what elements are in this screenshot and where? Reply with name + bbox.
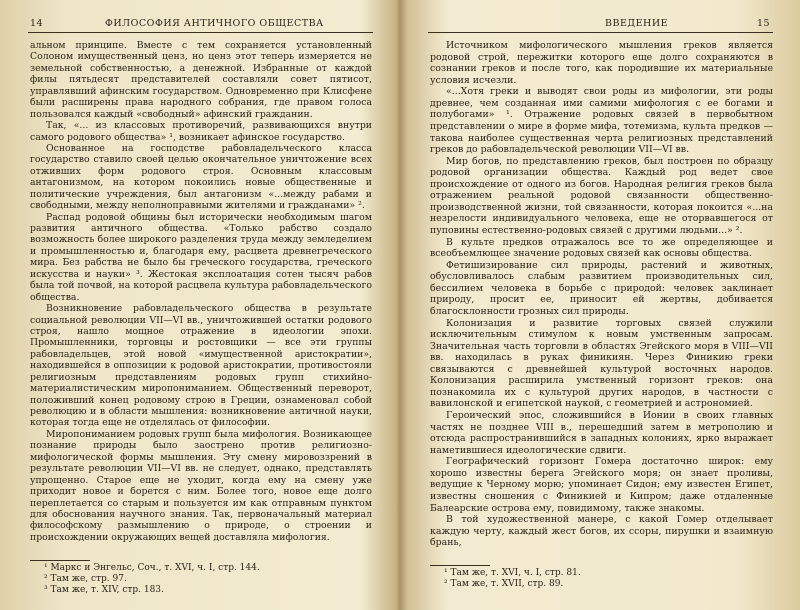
footnote: ¹ Маркс и Энгельс, Соч., т. XVI, ч. I, стр. 144. bbox=[44, 563, 260, 573]
footnote: ² Там же, стр. 97. bbox=[44, 574, 127, 584]
page-text bbox=[30, 40, 372, 543]
footnote-rule bbox=[430, 565, 490, 566]
paragraph: альном принципе. Вместе с тем сохраняется установленный Солоном имущественный ценз, но ценз этот теперь измеряется не земельной собственностью, а денежной. Избранные от каждой филы пятьдесят представителей составляли совет пятисот, управлявший афинским государством. Одновременно при Клисфене были расширены права народного собрания, где правом голоса пользовался каждый «свободный» афинский гражданин. bbox=[30, 40, 372, 120]
page-number: 15 bbox=[757, 18, 771, 29]
running-head: ФИЛОСОФИЯ АНТИЧНОГО ОБЩЕСТВА bbox=[105, 18, 324, 29]
paragraph: «...Хотя греки и выводят свои роды из мифологии, эти роды древнее, чем созданная ими самими мифология с ее богами и полубогами» ¹. Отражение родовых связей в первобытном представлении о мире в форме мифа, тотемизма, культа предков — такова наиболее существенная черта религиозных представлений греков до рабовладельческой революции VII—VI вв. bbox=[430, 86, 773, 156]
footnote: ² Там же, т. XVII, стр. 89. bbox=[444, 579, 564, 589]
page-number: 14 bbox=[30, 18, 44, 29]
header-rule bbox=[428, 32, 773, 33]
paragraph: Географический горизонт Гомера достаточно широк: ему хорошо известны берега Эгейского моря; он знает проливы, ведущие к Черному морю; упоминает Сидон; ему известен Египет, известны сношения с Финикией и Кипром; даже отдаленные Балеарские острова ему, повидимому, также знакомы. bbox=[430, 456, 773, 514]
paragraph: Мир богов, по представлению греков, был построен по образцу родовой организации общества. Каждый род ведет свое происхождение от одного из богов. Народная религия греков была отражением реальной родовой связанности общественно-производственной жизни, той связанности, которая покоится «...на незрелости индивидуального человека, еще не оторвавшегося от пуповины естественно-родовых связей с другими людьми...» ². bbox=[430, 155, 773, 236]
header-rule bbox=[28, 32, 373, 33]
paragraph: Распад родовой общины был исторически необходимым шагом развития античного общества. «Только рабство создало возможность более широкого разделения труда между земледелием и промышленностью и, благодаря ему, расцвета древнегреческого мира. Без рабства не было бы греческого государства, греческого искусства и науки» ³. Жестокая эксплоатация сотен тысяч рабов была той почвой, на которой расцвела культура рабовладельческого общества. bbox=[30, 211, 372, 303]
paragraph: В той художественной манере, с какой Гомер отделывает каждую черту, каждый жест богов, их ссоры, пирушки и взаимную брань, bbox=[430, 514, 773, 549]
paragraph: Героический эпос, сложившийся в Ионии в своих главных частях не позднее VIII в., перешедший затем в метрополию и отсюда распространившийся в западных колониях, ярко выражает наметившиеся идеологические сдвиги. bbox=[430, 410, 773, 456]
paragraph: Фетишизирование сил природы, растений и животных, обусловливалось слабым развитием производительных сил, бессилием человека в борьбе с природой: человек заклинает природу, просит ее, приносит ей жертвы, добивается благосклонности грозных сил природы. bbox=[430, 259, 773, 317]
right-page bbox=[400, 0, 800, 610]
footnote: ³ Там же, т. XIV, стр. 183. bbox=[44, 585, 164, 595]
footnote-rule bbox=[30, 560, 90, 561]
paragraph: Источником мифологического мышления греков является родовой строй, пережитки которого еще долго сохраняются в сознании греков и после того, как породившие их материальные условия исчезли. bbox=[430, 40, 773, 86]
paragraph: В культе предков отражалось все то же определяющее и всеобъемлющее значение родовых связей как основы общества. bbox=[430, 236, 773, 260]
running-head: ВВЕДЕНИЕ bbox=[605, 18, 669, 29]
paragraph: Возникновение рабовладельческого общества в результате социальной революции VII—VI вв., уничтожившей остатки родового строя, нашло мощное отражение в идеологии эпохи. Промышленники, торговцы и ростовщики — все эти группы рабовладельцев, этой новой «имущественной аристократии», находившейся в оппозиции к родовой аристократии, противостояли религиозным представлениям родовых групп стихийно-материалистическим миропониманием. Общественный переворот, положивший конец родовому строю в Греции, ознаменовал собой революцию и в области мышления: возникновение античной науки, которая тогда еще не отделялась от философии. bbox=[30, 303, 372, 429]
footnotes bbox=[444, 568, 581, 590]
paragraph: Основанное на господстве рабовладельческого класса государство ставило своей целью окончательное уничтожение всех отживших форм родового строя. Основным классовым антагонизмом, на котором покоились новые общественные и политические учреждения, был антагонизм «...между рабами и свободными, между неполноправными жителями и гражданами» ². bbox=[30, 142, 372, 212]
paragraph: Колонизация и развитие торговых связей служили исключительным стимулом к новым умственным запросам. Значительная часть торговли в областях Эгейского моря в VIII—VII вв. находилась в руках финикиян. Через Финикию греки связываются с древнейшей культурой восточных народов. Колонизация расширила умственный горизонт греков: она познакомила их с культурой других народов, в частности с вавилонской и египетской наукой, с геометрией и астрономией. bbox=[430, 317, 773, 410]
paragraph: Так, «... из классовых противоречий, развивающихся внутри самого родового общества» ¹, возникает афинское государство. bbox=[30, 120, 372, 143]
paragraph: Миропониманием родовых групп была мифология. Возникающее познание природы было заострено против религиозно-мифологической формы мышления. Эту смену мировоззрений в результате революции VII—VI вв. не следует, однако, представлять упрощенно. Старое еще не уходит, когда ему на смену уже приходит новое и борется с ним. Более того, новое еще долго переплетается со старым и пользуется им как отправным пунктом для обоснования научного знания. Так, первоначальный материал философскому размышлению о природе, о строении и происхождении окружающих вещей доставляла мифология. bbox=[30, 428, 372, 543]
page-text bbox=[430, 40, 773, 549]
footnote: ¹ Там же, т. XVI, ч. I, стр. 81. bbox=[444, 568, 581, 578]
footnotes bbox=[44, 563, 260, 596]
